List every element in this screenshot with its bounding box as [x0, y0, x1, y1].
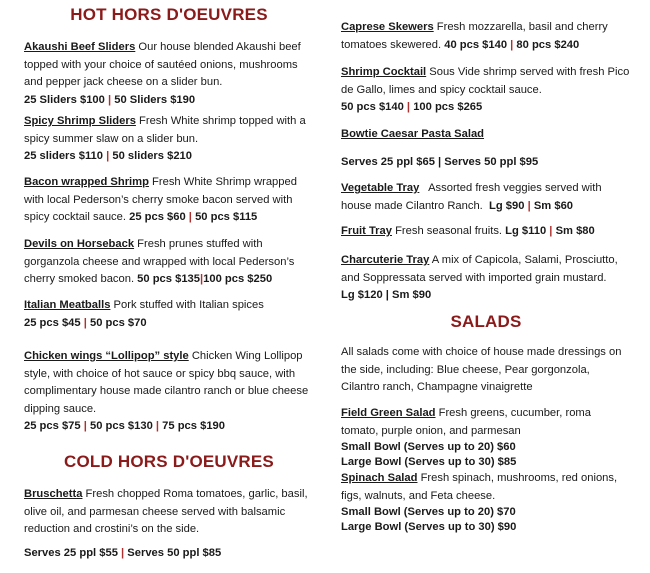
menu-item-spinach-salad: Spinach Salad Fresh spinach, mushrooms, red onions, figs, walnuts, and Feta cheese. Small Bowl (Serves up to 20) $70 Large Bowl (Serves up to 30) $90: [341, 472, 618, 533]
menu-item-caprese-skewers: Caprese Skewers Fresh mozzarella, basil and cherry tomatoes skewered. 40 pcs $140 | 80 pcs $240: [341, 21, 608, 51]
menu-item-italian-meatballs: Italian Meatballs Pork stuffed with Italian spices 25 pcs $45 | 50 pcs $70: [24, 299, 264, 329]
menu-item-spicy-shrimp-sliders: Spicy Shrimp Sliders Fresh White shrimp topped with a spicy summer slaw on a slider bun. 25 sliders $110 | 50 sliders $210: [24, 115, 306, 162]
menu-item-akaushi-beef-sliders: Akaushi Beef Sliders Our house blended Akaushi beef topped with your choice of sautéed onions, mushrooms and pepper jack cheese on a slider bun. 25 Sliders $100 | 50 Sliders $190: [24, 41, 301, 106]
menu-item-field-green-salad: Field Green Salad Fresh greens, cucumber, roma tomato, purple onion, and parmesan Small Bowl (Serves up to 20) $60 Large Bowl (Serves up to 30) $85: [341, 407, 591, 468]
menu-item-shrimp-cocktail: Shrimp Cocktail Sous Vide shrimp served with fresh Pico de Gallo, limes and spicy cocktail sauce. 50 pcs $140 | 100 pcs $265: [341, 66, 630, 113]
menu-item-charcuterie-tray: Charcuterie Tray A mix of Capicola, Salami, Prosciutto, and Soppressata served with imported grain mustard. Lg $120 | Sm $90: [341, 254, 618, 301]
menu-item-bacon-wrapped-shrimp: Bacon wrapped Shrimp Fresh White Shrimp wrapped with local Pederson’s cherry smoke bacon served with spicy cocktail sauce. 25 pcs $60 | 50 pcs $115: [24, 176, 297, 223]
cold-hors-doeuvres-heading: COLD HORS D'OEUVRES: [64, 452, 274, 471]
menu-item-vegetable-tray: Vegetable Tray Assorted fresh veggies served with house made Cilantro Ranch. Lg $90 | Sm $60: [341, 182, 605, 212]
menu-item-chicken-wings-lollipop: Chicken wings “Lollipop” style Chicken Wing Lollipop style, with choice of hot sauce or spicy bbq sauce, with complimentary house made cilantro ranch or blue cheese dipping sauce. 25 pcs $75 | 50 pcs $130 | 75 pcs $190: [24, 350, 309, 432]
menu-item-bruschetta: Bruschetta Fresh chopped Roma tomatoes, garlic, basil, olive oil, and parmesan cheese served with balsamic reduction and crostini’s on the side. Serves 25 ppl $55 | Serves 50 ppl $85: [24, 488, 308, 559]
menu-item-devils-on-horseback: Devils on Horseback Fresh prunes stuffed with gorganzola cheese and wrapped with local Pederson’s cherry smoked bacon. 50 pcs $135|100 pcs $250: [24, 238, 295, 285]
salads-heading: SALADS: [450, 312, 522, 331]
hot-hors-doeuvres-heading: HOT HORS D'OEUVRES: [70, 5, 268, 24]
menu-item-fruit-tray: Fruit Tray Fresh seasonal fruits. Lg $110 | Sm $80: [341, 225, 595, 237]
menu-item-bowtie-caesar-pasta-salad: Bowtie Caesar Pasta Salad Serves 25 ppl $65 | Serves 50 ppl $95: [341, 128, 539, 168]
salads-intro: All salads come with choice of house made dressings on the side, including: Blue cheese, Pear gorgonzola, Cilantro ranch, Champagne vinaigrette: [341, 346, 622, 393]
